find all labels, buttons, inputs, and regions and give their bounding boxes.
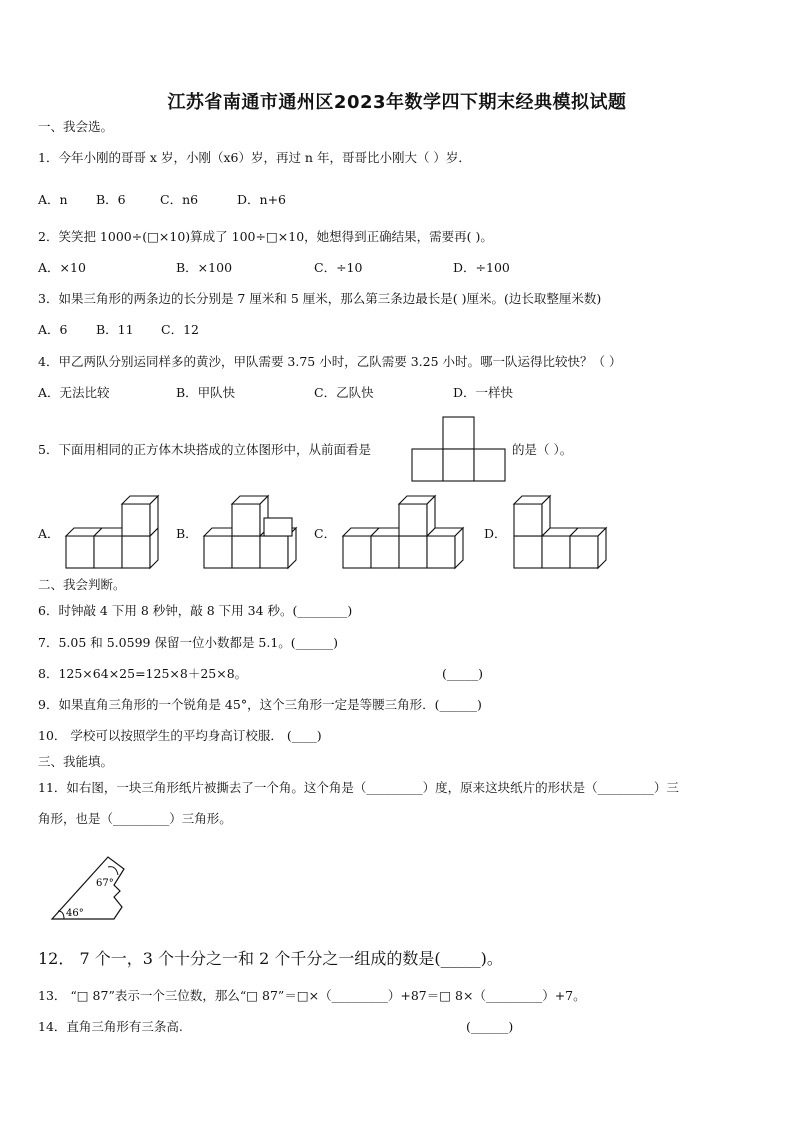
question-2: 2．笑笑把 1000÷(□×10)算成了 100÷□×10，她想得到正确结果，需要再( )。 [38, 229, 493, 244]
q3-option-a[interactable]: A．6 [38, 322, 68, 337]
q4-option-d[interactable]: D．一样快 [453, 385, 514, 400]
question-14-blank[interactable]: (______) [466, 1019, 514, 1034]
question-13: 13． “□ 87”表示一个三位数，那么“□ 87”＝□×（_________）+87＝□ 8×（_________）+7。 [38, 988, 586, 1003]
q2-option-c[interactable]: C．÷10 [314, 260, 363, 275]
question-9: 9．如果直角三角形的一个锐角是 45°，这个三角形一定是等腰三角形．(______) [38, 697, 482, 712]
q3-option-c[interactable]: C．12 [161, 322, 199, 337]
q1-option-b[interactable]: B．6 [96, 192, 126, 207]
question-10: 10． 学校可以按照学生的平均身高订校服． (____) [38, 728, 322, 743]
question-5-text: 5．下面用相同的正方体木块搭成的立体图形中，从前面看是 [38, 442, 371, 457]
question-4: 4．甲乙两队分别运同样多的黄沙，甲队需要 3.75 小时，乙队需要 3.25 小时。哪一队运得比较快？（ ） [38, 354, 622, 369]
torn-triangle-figure [50, 855, 135, 925]
q1-option-a[interactable]: A．n [38, 192, 68, 207]
question-14: 14．直角三角形有三条高. [38, 1019, 183, 1034]
question-12: 12． 7 个一，3 个十分之一和 2 个千分之一组成的数是(_____)。 [38, 949, 503, 968]
question-5-suffix: 的是（ ）。 [512, 442, 573, 457]
question-11-line-1: 11．如右图，一块三角形纸片被撕去了一个角。这个角是（_________）度，原来这块纸片的形状是（_________）三 [38, 780, 679, 795]
q4-option-b[interactable]: B．甲队快 [176, 385, 236, 400]
q5-option-c-figure[interactable] [343, 496, 468, 570]
q5-option-c-label[interactable]: C． [314, 526, 337, 541]
q5-option-a-figure[interactable] [66, 496, 171, 570]
question-3: 3．如果三角形的两条边的长分别是 7 厘米和 5 厘米，那么第三条边最长是( )厘米。(边长取整厘米数) [38, 291, 602, 306]
question-8-blank[interactable]: (_____) [442, 666, 484, 681]
question-7: 7．5.05 和 5.0599 保留一位小数都是 5.1。(______) [38, 635, 339, 650]
angle-46-label: 46° [66, 908, 84, 919]
q4-option-c[interactable]: C．乙队快 [314, 385, 374, 400]
q3-option-b[interactable]: B．11 [96, 322, 134, 337]
page-title: 江苏省南通市通州区2023年数学四下期末经典模拟试题 [167, 92, 627, 113]
section-3-heading: 三、我能填。 [38, 754, 114, 769]
question-6: 6．时钟敲 4 下用 8 秒钟，敲 8 下用 34 秒。(________) [38, 603, 353, 618]
question-1: 1．今年小刚的哥哥 x 岁，小刚（x6）岁，再过 n 年，哥哥比小刚大（ ）岁． [38, 150, 471, 165]
q2-option-d[interactable]: D．÷100 [453, 260, 510, 275]
angle-67-label: 67° [96, 878, 114, 889]
q5-option-b-label[interactable]: B． [176, 526, 198, 541]
question-8: 8．125×64×25=125×8＋25×8。 [38, 666, 248, 681]
q2-option-a[interactable]: A．×10 [38, 260, 86, 275]
q1-option-d[interactable]: D．n+6 [237, 192, 286, 207]
q2-option-b[interactable]: B．×100 [176, 260, 233, 275]
q5-option-b-figure[interactable] [204, 496, 309, 570]
q1-option-c[interactable]: C．n6 [160, 192, 199, 207]
front-view-figure [411, 416, 507, 482]
q4-option-a[interactable]: A．无法比较 [38, 385, 110, 400]
q5-option-d-label[interactable]: D． [484, 526, 507, 541]
q5-option-a-label[interactable]: A． [38, 526, 60, 541]
q5-option-d-figure[interactable] [514, 496, 614, 570]
section-2-heading: 二、我会判断。 [38, 577, 126, 592]
section-1-heading: 一、我会选。 [38, 119, 114, 134]
question-11-line-2: 角形，也是（_________）三角形。 [38, 811, 232, 826]
